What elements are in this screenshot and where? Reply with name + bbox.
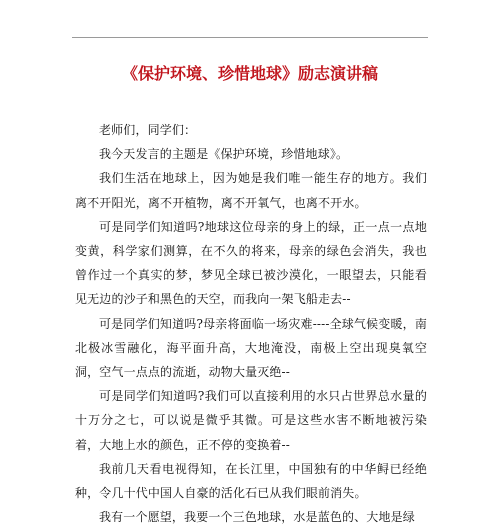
paragraph-earth-home: 我们生活在地球上，因为她是我们唯一能生存的地方。我们离不开阳光，离不开植物，离不开氧气，也离不开水。 (75, 171, 427, 210)
paragraph-climate: 可是同学们知道吗?母亲将面临一场灾难----全球气候变暖，南北极冰雪融化，海平面升高，大地淹没，南极上空出现臭氧空洞，空气一点点的流逝，动物大量灭绝-- (75, 316, 427, 380)
paragraph-topic: 我今天发言的主题是《保护环境，珍惜地球》。 (99, 147, 349, 162)
paragraph-greeting: 老师们，同学们： (99, 123, 197, 137)
paragraph-water: 可是同学们知道吗?我们可以直接利用的水只占世界总水量的十万分之七，可以说是微乎其微。可是这些水害不断地被污染着，大地上水的颜色，正不停的变换着-- (75, 389, 427, 452)
paragraph-wish: 我有一个愿望，我要一个三色地球，水是蓝色的、大地是绿 (99, 510, 415, 525)
paragraph-sturgeon: 我前几天看电视得知，在长江里，中国独有的中华鲟已经绝种，令几十代中国人自豪的活化石已从我们眼前消失。 (75, 461, 427, 501)
document-body (75, 118, 427, 529)
paragraph-desertification: 可是同学们知道吗?地球这位母亲的身上的绿，正一点一点地变黄，科学家们测算，在不久的将来，母亲的绿色会消失，我也曾作过一个真实的梦，梦见全球已被沙漠化，一眼望去，只能看见无边的沙子和黑色的天空，而我向一架飞船走去-- (75, 219, 427, 307)
document-title: 《保护环境、珍惜地球》励志演讲稿 (121, 64, 378, 83)
header-rule (72, 37, 428, 38)
